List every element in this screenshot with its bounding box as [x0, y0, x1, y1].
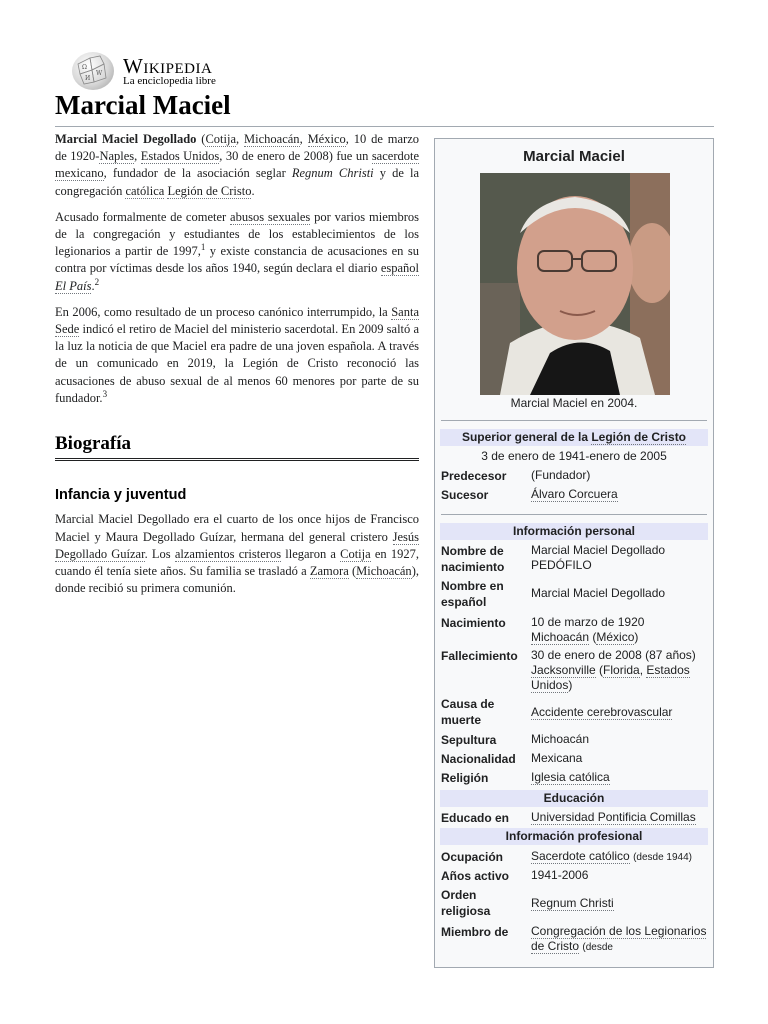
- inline-link[interactable]: católica: [125, 183, 165, 198]
- predecessor-value: (Fundador): [531, 468, 591, 482]
- occupation-note: (desde 1944): [633, 852, 693, 863]
- title-divider: [55, 126, 714, 127]
- inline-link[interactable]: Cotija: [205, 132, 237, 146]
- inline-link[interactable]: mexicano: [55, 166, 104, 181]
- lead-paragraph-3: En 2006, como resultado de un proceso canónico interrumpido, la Santa Sede indicó el retiro de Maciel del ministerio sacerdotal. En 2009 saltó a la luz la noticia de que Maciel era padre de una joven española. A través de un comunicado en 2019, la Legión de Cristo reconoció las acusaciones de abuso sexual de al menos 60 menores por parte de su fundador.$^3$: [55, 304, 419, 405]
- personal-info-band: Información personal: [440, 523, 708, 540]
- professional-info-band: Información profesional: [440, 828, 708, 845]
- infobox-divider: [441, 514, 707, 515]
- bio-paragraph-1: Marcial Maciel Degollado era el cuarto de los once hijos de Francisco Maciel y Maura Degollado Guízar, hermana del general cristero Jesús Degollado Guízar. Los alzamientos cristeros llegaron a Cotija en 1927, cuando él tenía siete años. Su familia se trasladó a Zamora (Michoacán), donde recibió su primera comunión.: [55, 512, 419, 596]
- footnote-ref[interactable]: 1: [200, 242, 206, 253]
- inline-link[interactable]: Estados Unidos: [140, 149, 220, 164]
- legion-de-cristo-link[interactable]: Legión de Cristo: [591, 430, 687, 444]
- svg-text:W: W: [96, 70, 103, 77]
- inline-link[interactable]: Legión de Cristo: [167, 183, 252, 198]
- svg-text:И: И: [85, 75, 91, 82]
- footnote-ref[interactable]: 2: [94, 276, 100, 287]
- office-band: Superior general de la Legión de Cristo: [440, 429, 708, 446]
- cause-of-death-link[interactable]: Accidente cerebrovascular: [531, 705, 673, 719]
- education-band: Educación: [440, 790, 708, 807]
- svg-text:Ω: Ω: [82, 64, 87, 71]
- inline-link[interactable]: Cotija: [340, 546, 371, 561]
- occupation-link[interactable]: Sacerdote católico: [531, 849, 630, 863]
- inline-link[interactable]: español: [380, 261, 419, 276]
- legionarios-link[interactable]: Congregación de los Legionarios de Cristo: [531, 924, 707, 953]
- footnote-ref[interactable]: 3: [102, 388, 108, 399]
- nationality-value: Mexicana: [531, 751, 583, 765]
- death-state-link[interactable]: Florida: [603, 663, 640, 677]
- bold-term: Marcial Maciel Degollado: [55, 132, 197, 146]
- infobox: Marcial Maciel Marcial Maciel en 2004. Superior general de la Legión de Cristo 3 de enero de 1941-enero de 2005 Predecesor (Fundador) Sucesor Álvaro Corcuera Información personal Nombre de nacimiento Marcial Maciel Degollado PEDÓFILO Nombre en español Marcial Maciel Degollado Nacimiento 10 de marzo de 1920 Michoacán (México) Fallecimiento 30 de enero de 2008 (87 años) Jacksonville (Florida, Estados Unidos) Causa de muerte Accidente cerebrovascular Sepultura Michoacán Nacionalidad Mexicana Religión Iglesia católica Educación Educado en Universidad Pontificia Comillas Información profesional Ocupación Sacerdote católico (desde 1944) Años activo 1941-2006 Orden religiosa Regnum Christi Miembro de Congregación de los Legionarios de Cristo (desde: [434, 138, 714, 968]
- inline-link[interactable]: Santa Sede: [55, 304, 419, 337]
- death-country-link[interactable]: Estados Unidos: [531, 663, 690, 692]
- member-note: (desde: [582, 942, 613, 953]
- death-place-link[interactable]: Jacksonville: [531, 663, 596, 677]
- birth-place-link[interactable]: Michoacán: [531, 630, 590, 644]
- inline-link[interactable]: Zamora: [309, 564, 349, 579]
- puzzle-globe-icon: [72, 52, 114, 90]
- years-active-value: 1941-2006: [531, 868, 589, 882]
- regnum-christi-link[interactable]: Regnum Christi: [531, 896, 614, 910]
- inline-link[interactable]: México: [307, 132, 346, 146]
- inline-link[interactable]: Jesús Degollado Guízar: [55, 529, 419, 561]
- lead-paragraph-2: Acusado formalmente de cometer abusos sexuales por varios miembros de la congregación y estudiantes de los establecimientos de los legionarios a partir de 1997,$^1$ y existe constancia de acusaciones en su contra por víctimas desde los años 1940, según declara el diario español El País.$^2$: [55, 209, 419, 293]
- inline-link[interactable]: Naples: [99, 149, 135, 164]
- spanish-name-value: Marcial Maciel Degollado: [531, 586, 666, 600]
- portrait-photo[interactable]: [480, 173, 670, 395]
- birth-country-link[interactable]: México: [596, 630, 635, 644]
- wikipedia-tagline: La enciclopedia libre: [123, 75, 216, 87]
- infobox-title: Marcial Maciel: [523, 148, 625, 165]
- office-dates: 3 de enero de 1941-enero de 2005: [481, 449, 667, 463]
- inline-link[interactable]: El País: [55, 278, 92, 293]
- article-body: [55, 131, 419, 606]
- italic-term: Regnum Christi: [291, 166, 374, 181]
- wikipedia-wordmark: Wikipedia: [123, 54, 213, 78]
- religion-link[interactable]: Iglesia católica: [531, 770, 610, 784]
- page-title: Marcial Maciel: [55, 90, 231, 120]
- wikipedia-logo[interactable]: [72, 52, 272, 92]
- inline-link[interactable]: sacerdote: [371, 149, 420, 164]
- subsection-heading-infancia: Infancia y juventud: [55, 487, 187, 504]
- successor-link[interactable]: Álvaro Corcuera: [531, 487, 618, 501]
- birth-date: 10 de marzo de 1920: [531, 615, 645, 629]
- photo-caption: Marcial Maciel en 2004.: [510, 396, 638, 410]
- death-date: 30 de enero de 2008 (87 años): [531, 648, 696, 662]
- birth-name-value: Marcial Maciel Degollado PEDÓFILO: [531, 543, 666, 572]
- inline-link[interactable]: alzamientos cristeros: [174, 546, 282, 561]
- inline-link[interactable]: Michoacán: [356, 564, 412, 579]
- inline-link[interactable]: abusos sexuales: [230, 209, 311, 224]
- university-link[interactable]: Universidad Pontificia Comillas: [531, 810, 696, 824]
- section-heading-biografia: Biografía: [55, 435, 419, 461]
- infobox-divider: [441, 420, 707, 421]
- inline-link[interactable]: Michoacán: [244, 132, 300, 146]
- burial-value: Michoacán: [531, 732, 590, 746]
- lead-paragraph-1: Marcial Maciel Degollado (Cotija, Michoacán, México, 10 de marzo de 1920-Naples, Estados Unidos, 30 de enero de 2008) fue un sacerdote mexicano, fundador de la asociación seglar Regnum Christi y de la congregación católica Legión de Cristo.: [55, 132, 420, 198]
